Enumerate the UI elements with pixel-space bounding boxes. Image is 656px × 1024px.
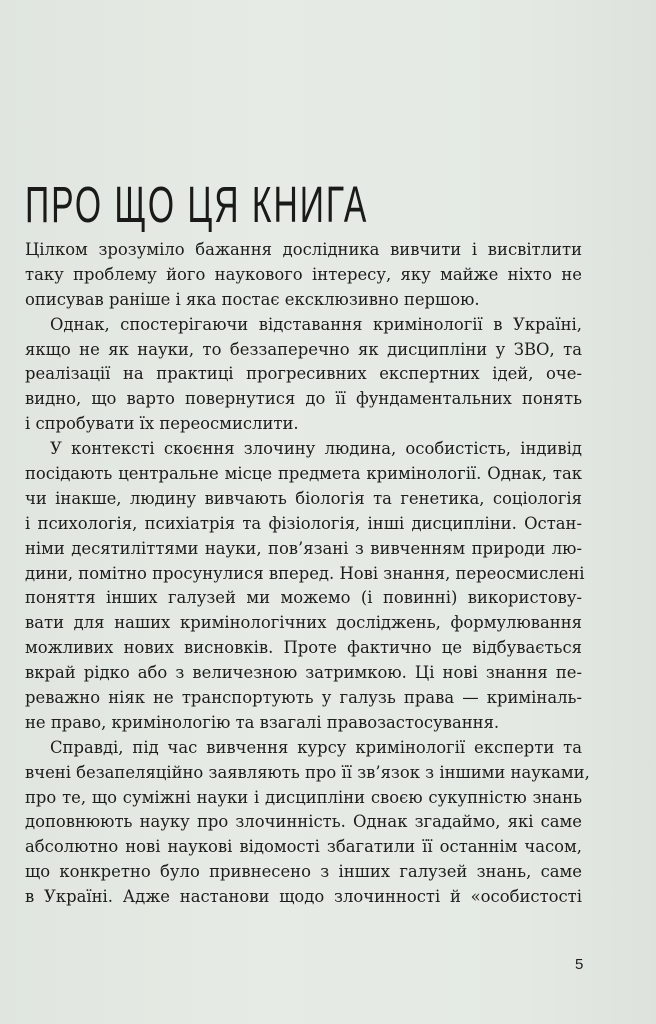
text-line: про те, що суміжні науки і дисципліни своєю сукупністю знань bbox=[25, 787, 582, 807]
text-line: в Україні. Адже настанови щодо злочинності й «особистості bbox=[25, 887, 582, 907]
text-line: реалізації на практиці прогресивних експертних ідей, оче- bbox=[25, 364, 582, 384]
text-line: описував раніше і яка постає ексклюзивно першою. bbox=[25, 289, 480, 309]
text-line: німи десятиліттями науки, пов’язані з вивченням природи лю- bbox=[25, 538, 582, 558]
text-line: Цілком зрозуміло бажання дослідника вивчити і висвітлити bbox=[25, 240, 582, 259]
text-line: і спробувати їх переосмислити. bbox=[25, 414, 299, 434]
paragraph bbox=[25, 313, 582, 437]
text-line: Однак, спостерігаючи відставання кримінології в Україні, bbox=[50, 314, 582, 334]
page-number: 5 bbox=[575, 956, 584, 973]
text-line: посідають центральне місце предмета кримінології. Однак, так bbox=[25, 464, 582, 484]
text-line: реважно ніяк не транспортують у галузь права — криміналь- bbox=[25, 688, 582, 708]
text-line: абсолютно нові наукові відомості збагатили її останнім часом, bbox=[25, 837, 582, 857]
text-line: доповнюють науку про злочинність. Однак згадаймо, які саме bbox=[25, 812, 582, 832]
text-line: не право, кримінологію та взагалі правозастосування. bbox=[25, 712, 500, 732]
text-line: вчені безапеляційно заявляють про її зв’язок з іншими науками, bbox=[25, 762, 590, 782]
paragraph bbox=[25, 238, 582, 313]
text-line: видно, що варто повернутися до її фундаментальних понять bbox=[25, 389, 582, 409]
text-line: чи інакше, людину вивчають біологія та генетика, соціологія bbox=[25, 488, 582, 508]
paragraph bbox=[25, 736, 590, 910]
text-line: і психологія, психіатрія та фізіологія, інші дисципліни. Остан- bbox=[25, 513, 582, 533]
text-line: Справді, під час вивчення курсу кримінології експерти та bbox=[50, 737, 582, 757]
text-line: таку проблему його наукового інтересу, яку майже ніхто не bbox=[25, 264, 582, 284]
text-line: можливих нових висновків. Проте фактично це відбувається bbox=[25, 638, 582, 658]
text-line: вкрай рідко або з величезною затримкою. Ці нові знання пе- bbox=[25, 663, 582, 683]
paragraph bbox=[25, 437, 585, 736]
text-line: У контексті скоєння злочину людина, особистість, індивід bbox=[50, 439, 582, 459]
text-line: дини, помітно просунулися вперед. Нові знання, переосмислені bbox=[25, 563, 585, 583]
text-line: що конкретно було привнесено з інших галузей знань, саме bbox=[25, 862, 582, 882]
chapter-title: ПРО ЩО ЦЯ КНИГА bbox=[25, 176, 369, 234]
body-text bbox=[25, 238, 590, 910]
text-line: якщо не як науки, то беззаперечно як дисципліни у ЗВО, та bbox=[25, 339, 582, 359]
text-line: вати для наших кримінологічних досліджень, формулювання bbox=[25, 613, 582, 633]
text-line: поняття інших галузей ми можемо (і повинні) використову- bbox=[25, 588, 582, 608]
